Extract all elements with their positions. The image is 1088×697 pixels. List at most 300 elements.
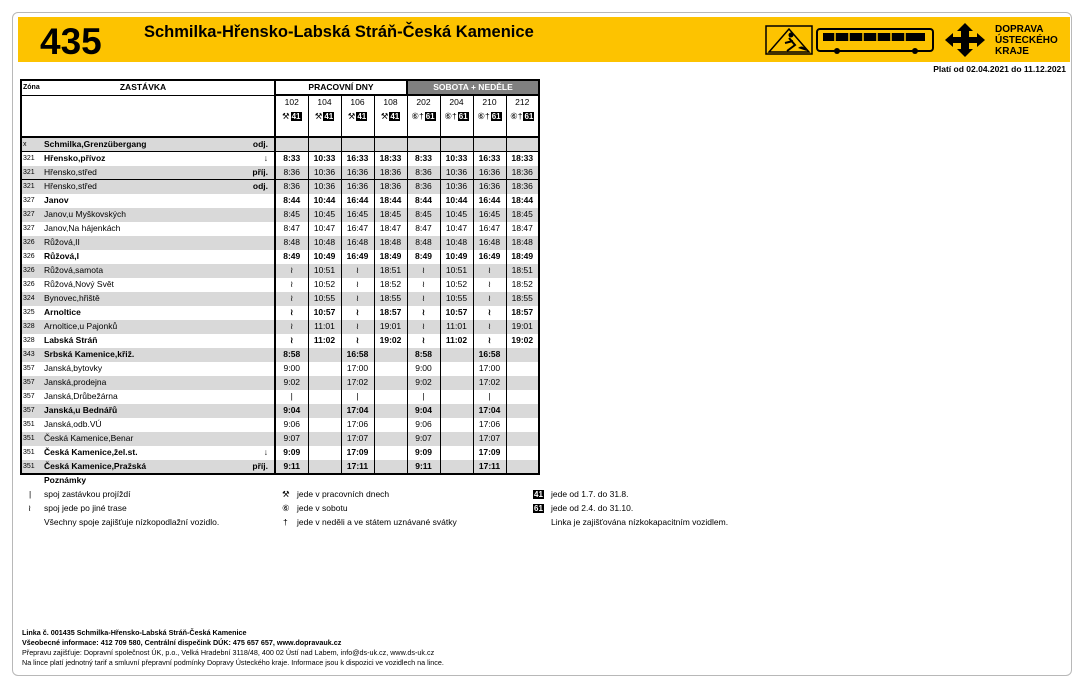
trip-symbols: [506, 109, 539, 123]
stop-zone: 351: [21, 418, 42, 432]
stop-zone: 321: [21, 180, 42, 194]
departure-time: 9:04: [275, 404, 308, 418]
stop-name: Janská,bytovky: [44, 363, 103, 373]
departure-time: 18:48: [506, 236, 539, 250]
stop-row: [21, 208, 539, 222]
footer: [22, 628, 444, 668]
bus-icon: [817, 29, 933, 54]
blank-cell: [407, 123, 440, 137]
code-61-badge: 61: [534, 504, 543, 513]
departure-time: 16:48: [341, 236, 374, 250]
departure-time: 8:49: [407, 250, 440, 264]
blank-cell: [440, 123, 473, 137]
stop-zone: 326: [21, 264, 42, 278]
departure-time: [506, 432, 539, 446]
blank-cell: [42, 123, 244, 137]
departure-time: 8:47: [407, 222, 440, 236]
departure-time: ≀: [473, 292, 506, 306]
footer-operator: Přepravu zajišťuje: Dopravní společnost ÚK, p.o., Velká Hradební 3118/48, 400 02 Ústí nad Labem, info@ds-uk.cz, www.ds-uk.cz: [22, 648, 435, 657]
departure-time: [440, 376, 473, 390]
departure-time: 18:47: [374, 222, 407, 236]
departure-time: 17:11: [341, 460, 374, 474]
departure-time: 9:11: [407, 460, 440, 474]
departure-time: [308, 362, 341, 376]
departure-time: ≀: [407, 278, 440, 292]
trip-period-badge: 41: [390, 111, 400, 121]
blank-cell: [506, 123, 539, 137]
departure-time: [374, 362, 407, 376]
stop-zone: 351: [21, 446, 42, 460]
departure-time: 18:36: [506, 180, 539, 194]
stop-row: [21, 334, 539, 348]
departure-time: 10:51: [440, 264, 473, 278]
stop-row: [21, 362, 539, 376]
departure-time: 10:36: [308, 180, 341, 194]
validity-period: Platí od 02.04.2021 do 11.12.2021: [933, 64, 1066, 74]
departure-time: 16:33: [341, 152, 374, 166]
stop-zone: 343: [21, 348, 42, 362]
stop-zone: 327: [21, 222, 42, 236]
departure-time: 11:02: [308, 334, 341, 348]
departure-time: 11:02: [440, 334, 473, 348]
stop-zone: 357: [21, 376, 42, 390]
stop-zone: 327: [21, 208, 42, 222]
stop-name: Janská,odb.VÚ: [44, 419, 102, 429]
departure-time: 18:55: [506, 292, 539, 306]
stop-name: Růžová,samota: [42, 264, 244, 278]
departure-time: 17:09: [341, 446, 374, 460]
stop-mark: [244, 292, 275, 306]
roadwork-icon: [766, 26, 812, 54]
departure-time: [374, 418, 407, 432]
trip-header-rows: [21, 95, 539, 137]
trip-day-icon: ⚒: [281, 110, 290, 121]
note-code-41: jede od 1.7. do 31.8.: [551, 489, 629, 499]
stop-mark: ↓: [244, 152, 275, 166]
stop-row: [21, 348, 539, 362]
departure-time: 19:02: [374, 334, 407, 348]
note-symbol-pass: |: [29, 489, 32, 499]
stop-row: [21, 250, 539, 264]
departure-time: 8:33: [275, 152, 308, 166]
departure-time: 10:52: [440, 278, 473, 292]
departure-time: 18:45: [374, 208, 407, 222]
departure-time: 8:49: [275, 250, 308, 264]
departure-time: [440, 362, 473, 376]
departure-time: 18:49: [374, 250, 407, 264]
stop-row: [21, 222, 539, 236]
blank-cell: [42, 95, 244, 109]
stop-mark: [244, 278, 275, 292]
stop-header: ZASTÁVKA: [42, 80, 244, 95]
departure-time: 10:45: [440, 208, 473, 222]
departure-time: ≀: [473, 278, 506, 292]
stop-row: [21, 418, 539, 432]
departure-time: [308, 348, 341, 362]
timetable-header: [21, 80, 539, 95]
stop-mark: [244, 362, 275, 376]
trip-number: 104: [308, 95, 341, 109]
stop-name: Srbská Kamenice,křiž.: [42, 348, 244, 362]
departure-time: [341, 137, 374, 152]
footer-tariff: Na lince platí jednotný tarif a smluvní přepravní podmínky Dopravy Ústeckého kraje. Informace jsou k dispozici ve vozidlech na lince.: [22, 658, 444, 667]
footer-contacts: Všeobecné informace: 412 709 580, Centrální dispečink DÚK: 475 657 657, www.dopravauk.cz: [22, 638, 342, 647]
note-symbol-other-route: ≀: [28, 503, 32, 513]
brand-name-line3: KRAJE: [995, 46, 1029, 57]
departure-time: 19:01: [506, 320, 539, 334]
departure-time: |: [275, 390, 308, 404]
departure-time: 8:44: [275, 194, 308, 208]
departure-time: ≀: [341, 278, 374, 292]
departure-time: 8:36: [275, 180, 308, 194]
mark-header: [244, 80, 275, 95]
departure-time: 18:36: [374, 180, 407, 194]
trip-period-badge: 41: [324, 111, 334, 121]
blank-cell: [374, 123, 407, 137]
stop-name: Janská,prodejna: [42, 376, 244, 390]
dopravauk-logo-icon: [945, 23, 985, 57]
departure-time: 18:48: [374, 236, 407, 250]
zone-header: Zóna: [21, 80, 42, 95]
stop-zone: 351: [21, 432, 42, 446]
departure-time: 10:33: [308, 152, 341, 166]
departure-time: 18:36: [506, 166, 539, 180]
departure-time: ≀: [341, 264, 374, 278]
route-title: Schmilka-Hřensko-Labská Stráň-Česká Kamenice: [144, 23, 534, 41]
stop-zone: 326: [21, 236, 42, 250]
departure-time: 17:07: [341, 432, 374, 446]
stop-row: [21, 278, 539, 292]
note-saturday: jede v sobotu: [297, 503, 348, 513]
workdays-header: PRACOVNÍ DNY: [275, 80, 407, 95]
stop-row: [21, 180, 539, 194]
departure-time: [506, 362, 539, 376]
trip-number: 108: [374, 95, 407, 109]
trip-day-icon: ⑥†: [444, 110, 457, 121]
departure-time: 10:47: [308, 222, 341, 236]
departure-time: 19:01: [374, 320, 407, 334]
departure-time: 18:52: [506, 278, 539, 292]
stop-row: [21, 404, 539, 418]
departure-time: 16:36: [341, 166, 374, 180]
saturday-icon: ⑥: [282, 503, 290, 513]
departure-time: 10:33: [440, 152, 473, 166]
stop-mark: [244, 320, 275, 334]
blank-cell: [244, 123, 275, 137]
stop-mark: příj.: [244, 166, 275, 180]
stop-name: Janská,u Bednářů: [42, 404, 244, 418]
departure-time: 8:48: [275, 236, 308, 250]
departure-time: ≀: [341, 320, 374, 334]
departure-time: [506, 460, 539, 474]
departure-time: |: [407, 390, 440, 404]
trip-symbols: [473, 109, 506, 123]
departure-time: [374, 404, 407, 418]
line-number: 435: [40, 21, 102, 62]
stop-name: Bynovec,hřiště: [42, 292, 244, 306]
stop-mark: [244, 404, 275, 418]
departure-time: 17:06: [473, 418, 506, 432]
departure-time: 17:09: [473, 446, 506, 460]
trip-symbols: [407, 109, 440, 123]
departure-time: 8:58: [407, 348, 440, 362]
departure-time: ≀: [473, 264, 506, 278]
departure-time: 16:36: [473, 166, 506, 180]
departure-time: 10:57: [308, 306, 341, 320]
blank-cell: [21, 123, 42, 137]
stop-name: Janov: [44, 195, 69, 205]
trip-symbols: [374, 109, 407, 123]
stop-zone: 357: [21, 362, 42, 376]
stop-zone: 328: [21, 320, 42, 334]
departure-time: 9:09: [407, 446, 440, 460]
stop-mark: odj.: [244, 180, 275, 194]
stop-zone: 328: [21, 334, 42, 348]
departure-time: 16:47: [341, 222, 374, 236]
departure-time: [440, 348, 473, 362]
departure-time: 17:00: [473, 362, 506, 376]
stop-name: Česká Kamenice,Benar: [42, 432, 244, 446]
departure-time: 10:55: [440, 292, 473, 306]
departure-time: [374, 390, 407, 404]
departure-time: [374, 348, 407, 362]
departure-time: [374, 137, 407, 152]
departure-time: [440, 418, 473, 432]
stop-name: Janov,Na hájenkách: [44, 223, 121, 233]
stop-zone: x: [21, 137, 42, 152]
departure-time: [473, 137, 506, 152]
departure-time: 10:36: [440, 180, 473, 194]
departure-time: 9:00: [275, 362, 308, 376]
departure-time: 18:33: [506, 152, 539, 166]
blank-cell: [21, 109, 42, 123]
departure-time: ≀: [407, 320, 440, 334]
stop-name: Hřensko,střed: [42, 180, 244, 194]
stop-row: [21, 376, 539, 390]
weekend-header: SOBOTA + NEDĚLE: [407, 80, 539, 95]
departure-time: 10:45: [308, 208, 341, 222]
stop-row: [21, 194, 539, 208]
departure-time: ≀: [341, 306, 374, 320]
stop-name: Růžová,II: [42, 236, 244, 250]
stop-name: Růžová,Nový Svět: [44, 279, 114, 289]
departure-time: 18:44: [374, 194, 407, 208]
note-low-floor: Všechny spoje zajišťuje nízkopodlažní vozidlo.: [44, 517, 220, 527]
departure-time: 16:58: [473, 348, 506, 362]
departure-time: ≀: [275, 278, 308, 292]
brand-name-line2: ÚSTECKÉHO: [995, 35, 1058, 46]
stop-row: [21, 236, 539, 250]
departure-time: ≀: [473, 334, 506, 348]
departure-time: [506, 376, 539, 390]
brand-name-line1: DOPRAVA: [995, 24, 1044, 35]
stop-zone: 324: [21, 292, 42, 306]
departure-time: 10:44: [308, 194, 341, 208]
departure-time: [440, 390, 473, 404]
departure-time: ≀: [407, 306, 440, 320]
stop-mark: [244, 390, 275, 404]
departure-time: 8:58: [275, 348, 308, 362]
departure-time: 8:45: [407, 208, 440, 222]
departure-time: ≀: [407, 334, 440, 348]
departure-time: 10:52: [308, 278, 341, 292]
departure-time: [506, 446, 539, 460]
departure-time: 9:06: [407, 418, 440, 432]
stop-name: Janov,u Myškovských: [42, 208, 244, 222]
note-other-route: spoj jede po jiné trase: [44, 503, 127, 513]
trip-symbols: [341, 109, 374, 123]
departure-time: 9:07: [407, 432, 440, 446]
departure-time: [308, 390, 341, 404]
departure-time: 9:02: [275, 376, 308, 390]
stop-name: Hřensko,přívoz: [42, 152, 244, 166]
departure-time: ≀: [275, 320, 308, 334]
stop-zone: 326: [21, 278, 42, 292]
departure-time: [308, 404, 341, 418]
departure-time: [374, 460, 407, 474]
trip-period-badge: 61: [425, 111, 435, 121]
trip-number: 202: [407, 95, 440, 109]
stop-row: [21, 460, 539, 474]
stop-mark: [244, 236, 275, 250]
departure-time: 8:47: [275, 222, 308, 236]
departure-time: 16:47: [473, 222, 506, 236]
stop-row: [21, 446, 539, 460]
departure-time: 9:04: [407, 404, 440, 418]
departure-time: 16:44: [473, 194, 506, 208]
stop-name: Růžová,I: [44, 251, 79, 261]
trip-period-badge: 61: [458, 111, 468, 121]
stop-name: Labská Stráň: [44, 335, 98, 345]
stop-mark: ↓: [244, 446, 275, 460]
stop-name: Arnoltice,u Pajonků: [42, 320, 244, 334]
departure-time: 10:48: [440, 236, 473, 250]
stop-zone: 357: [21, 390, 42, 404]
stop-zone: 327: [21, 194, 42, 208]
note-sunday: jede v neděli a ve státem uznávané svátky: [297, 517, 457, 527]
blank-cell: [244, 109, 275, 123]
stop-mark: [244, 208, 275, 222]
departure-time: 10:48: [308, 236, 341, 250]
trip-day-icon: ⑥†: [411, 110, 424, 121]
departure-time: 10:55: [308, 292, 341, 306]
departure-time: 17:00: [341, 362, 374, 376]
departure-time: [308, 376, 341, 390]
stop-mark: [244, 194, 275, 208]
departure-time: 9:02: [407, 376, 440, 390]
departure-time: 17:02: [473, 376, 506, 390]
departure-time: ≀: [341, 292, 374, 306]
note-workdays: jede v pracovních dnech: [297, 489, 390, 499]
departure-time: |: [341, 390, 374, 404]
trip-symbols: [440, 109, 473, 123]
stop-row: [21, 390, 539, 404]
departure-time: [506, 390, 539, 404]
departure-time: [374, 376, 407, 390]
departure-time: 10:57: [440, 306, 473, 320]
departure-time: [440, 404, 473, 418]
departure-time: 8:33: [407, 152, 440, 166]
departure-time: ≀: [275, 264, 308, 278]
stop-mark: [244, 306, 275, 320]
trip-day-icon: ⑥†: [510, 110, 523, 121]
departure-time: 10:49: [440, 250, 473, 264]
departure-time: ≀: [407, 292, 440, 306]
departure-time: 18:33: [374, 152, 407, 166]
departure-time: 16:49: [341, 250, 374, 264]
departure-time: 8:36: [275, 166, 308, 180]
departure-time: [308, 137, 341, 152]
departure-time: 8:36: [407, 166, 440, 180]
stop-mark: [244, 376, 275, 390]
departure-time: 18:52: [374, 278, 407, 292]
departure-time: [440, 460, 473, 474]
stop-row: [21, 264, 539, 278]
departure-time: 17:02: [341, 376, 374, 390]
departure-time: 18:51: [506, 264, 539, 278]
departure-time: [506, 348, 539, 362]
departure-time: 18:45: [506, 208, 539, 222]
stop-row: [21, 137, 539, 152]
stop-mark: [244, 432, 275, 446]
blank-cell: [341, 123, 374, 137]
workday-icon: ⚒: [282, 489, 290, 499]
stop-name: Česká Kamenice,Pražská: [42, 460, 244, 474]
departure-time: 18:49: [506, 250, 539, 264]
departure-time: 8:44: [407, 194, 440, 208]
trip-period-badge: 61: [524, 111, 534, 121]
departure-time: 9:00: [407, 362, 440, 376]
departure-time: [506, 137, 539, 152]
departure-time: 10:36: [308, 166, 341, 180]
departure-time: 19:02: [506, 334, 539, 348]
trip-period-badge: 41: [357, 111, 367, 121]
trip-number: 204: [440, 95, 473, 109]
stop-row: [21, 166, 539, 180]
departure-time: 8:45: [275, 208, 308, 222]
stop-mark: [244, 222, 275, 236]
departure-time: ≀: [473, 320, 506, 334]
stop-mark: [244, 418, 275, 432]
departure-time: 8:36: [407, 180, 440, 194]
departure-time: 11:01: [308, 320, 341, 334]
departure-time: [308, 432, 341, 446]
departure-time: 17:06: [341, 418, 374, 432]
trip-number: 210: [473, 95, 506, 109]
departure-time: [506, 418, 539, 432]
departure-time: 17:04: [341, 404, 374, 418]
stop-name: Arnoltice: [44, 307, 81, 317]
departure-time: 18:55: [374, 292, 407, 306]
departure-time: [374, 446, 407, 460]
stop-row: [21, 292, 539, 306]
departure-time: [440, 432, 473, 446]
departure-time: 16:58: [341, 348, 374, 362]
departure-time: [308, 446, 341, 460]
stop-row: [21, 152, 539, 166]
departure-time: ≀: [473, 306, 506, 320]
departure-time: 10:49: [308, 250, 341, 264]
departure-time: [440, 137, 473, 152]
departure-time: 18:44: [506, 194, 539, 208]
blank-cell: [473, 123, 506, 137]
departure-time: 18:57: [506, 306, 539, 320]
footer-line-id: Linka č. 001435 Schmilka-Hřensko-Labská Stráň-Česká Kamenice: [22, 628, 247, 637]
departure-time: 17:11: [473, 460, 506, 474]
trip-day-icon: ⑥†: [477, 110, 490, 121]
stop-zone: 321: [21, 152, 42, 166]
stop-mark: [244, 334, 275, 348]
